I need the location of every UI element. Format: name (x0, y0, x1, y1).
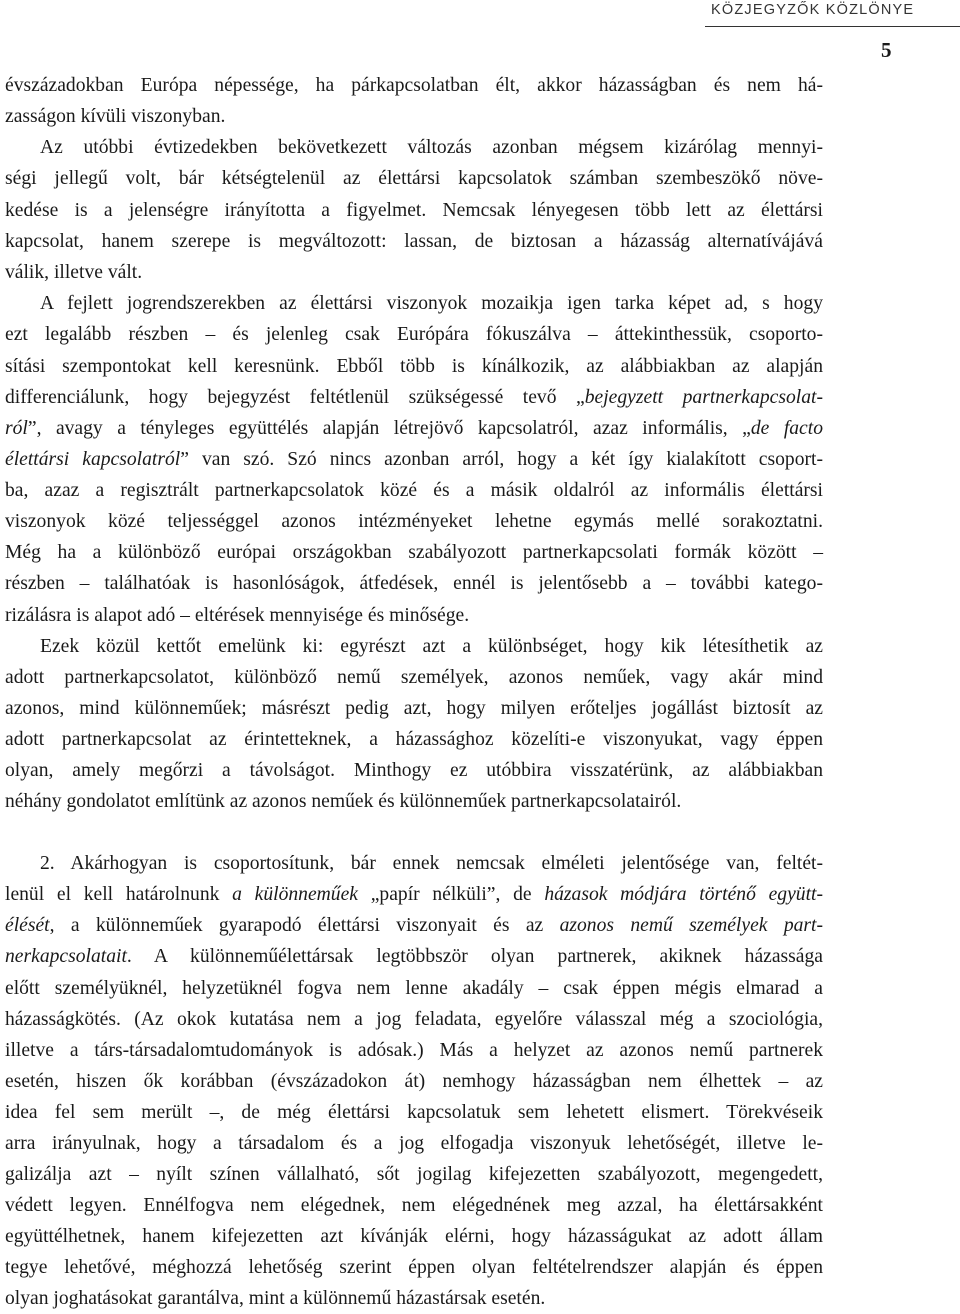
text-line (5, 1252, 823, 1283)
text-line (5, 444, 823, 475)
text-run: differenciálunk, hogy bejegyzést feltétlenül szükségessé tevő „ (5, 387, 585, 408)
text-line (5, 413, 823, 444)
text-run: A fejlett jogrendszerekben az élettársi viszonyok mozaikja igen tarka képet ad, s hogy (40, 293, 823, 314)
text-line (5, 848, 823, 879)
text-run: részben – találhatóak is hasonlóságok, átfedések, ennél is jelentősebb a – további katego- (5, 573, 823, 594)
text-line (5, 1066, 823, 1097)
text-line (5, 351, 823, 382)
text-run: galizálja azt – nyílt színen vállalható, sőt jogilag kifejezetten szabályozott, megengedett, (5, 1164, 823, 1185)
italic-text: de facto (750, 418, 823, 439)
text-line (5, 1097, 823, 1128)
italic-text: élését (5, 915, 50, 936)
text-line (5, 288, 823, 319)
text-run: együttélhetnek, hanem kifejezetten azt kívánják elérni, hogy házasságukat az adott állam (5, 1226, 823, 1247)
text-run: válik, illetve vált. (5, 262, 143, 283)
text-line (5, 973, 823, 1004)
text-line (5, 1190, 823, 1221)
text-run: zasságon kívüli viszonyban. (5, 106, 226, 127)
text-run: olyan, amely megőrzi a távolságot. Minthogy ez utóbbira visszatérünk, az alábbiakban (5, 760, 823, 781)
text-line (5, 568, 823, 599)
text-run: idea fel sem merült –, de még élettársi kapcsolatuk sem lehetett elismert. Törekvéseik (5, 1102, 823, 1123)
text-line (5, 506, 823, 537)
text-line (5, 755, 823, 786)
text-line (5, 910, 823, 941)
text-line (5, 1221, 823, 1252)
text-run: illetve a társ-társadalomtudományok is adósak.) Más a helyzet az azonos nemű partnerek (5, 1040, 823, 1061)
text-line (5, 1128, 823, 1159)
text-line (5, 1283, 823, 1314)
italic-text: bejegyzett partnerkapcsolat- (584, 387, 824, 408)
italic-text: a különneműek (232, 884, 358, 905)
text-line (5, 475, 823, 506)
text-run: kapcsolat, hanem szerepe is megváltozott: lassan, de biztosan a házasság alternatívájává (5, 231, 823, 252)
text-line (5, 724, 823, 755)
text-line (5, 319, 823, 350)
text-line (5, 631, 823, 662)
journal-name: KÖZJEGYZŐK KÖZLÖNYE (711, 2, 915, 18)
text-line (5, 1035, 823, 1066)
text-run: olyan joghatásokat garantálva, mint a különnemű házastársak esetén. (5, 1288, 546, 1309)
text-run: Az utóbbi évtizedekben bekövetkezett változás azonban mégsem kizárólag mennyi- (40, 137, 823, 158)
text-run: Ezek közül kettőt emelünk ki: egyrészt azt a különbséget, hogy kik létesíthetik az (40, 636, 823, 657)
text-line (5, 382, 823, 413)
text-run: ”, avagy a tényleges együttélés alapján létrejövő kapcsolatról, azaz informális, „ (27, 418, 751, 439)
italic-text: házasok módjára történő együtt- (544, 884, 823, 905)
text-run: viszonyok közé teljességgel azonos intézményeket lehetne egymás mellé sorakoztatni. (5, 511, 823, 532)
text-line (5, 257, 823, 288)
text-run: ségi jellegű volt, bár kétségtelenül az élettársi kapcsolatok számban szembeszökő növe- (5, 168, 823, 189)
page-number: 5 (881, 38, 892, 62)
italic-text: nerkapcsolatait (5, 946, 127, 967)
text-line (5, 1004, 823, 1035)
text-line (5, 1159, 823, 1190)
text-line (5, 941, 823, 972)
text-line (5, 70, 823, 101)
text-run: . A különneműélettársak legtöbbször olyan partnerek, akiknek házassága (126, 946, 823, 967)
text-run: kedése is a jelenségre irányította a figyelmet. Nemcsak lényegesen több lett az élettársi (5, 200, 823, 221)
text-run: „papír nélküli”, de (358, 884, 545, 905)
text-run: 2. Akárhogyan is csoportosítunk, bár ennek nemcsak elméleti jelentősége van, feltét- (40, 853, 823, 874)
text-run: házasságkötés. (Az okok kutatása nem a jog feladata, egyelőre válasszal még a szociológia, (5, 1009, 823, 1030)
text-run: ezt legalább részben – és jelenleg csak Európára fókuszálva – áttekinthessük, csoporto- (5, 324, 823, 345)
text-run: ” van szó. Szó nincs azonban arról, hogy a két így kialakított csoport- (180, 449, 824, 470)
text-line (5, 226, 823, 257)
text-line (5, 195, 823, 226)
text-line (5, 879, 823, 910)
text-run: esetén, hiszen ők korábban (évszázadokon át) nemhogy házasságban nem élhettek – az (5, 1071, 823, 1092)
text-run: rizálásra is alapot adó – eltérések mennyisége és minősége. (5, 605, 470, 626)
text-run: néhány gondolatot említünk az azonos neműek és különneműek partnerkapcsolatairól. (5, 791, 682, 812)
text-run: évszázadokban Európa népessége, ha párkapcsolatban élt, akkor házasságban és nem há- (5, 75, 823, 96)
header-rule (705, 26, 960, 27)
text-run: azonos, mind különneműek; másrészt pedig azt, hogy milyen erőteljes jogállást biztosít az (5, 698, 823, 719)
text-run: sítási szempontokat kell keresnünk. Ebből több is kínálkozik, az alábbiakban az alapján (5, 356, 823, 377)
italic-text: élettársi kapcsolatról (5, 449, 181, 470)
text-run: ba, azaz a regisztrált partnerkapcsolatok közé és a másik oldalról az informális élettársi (5, 480, 823, 501)
text-run: adott partnerkapcsolat az érintetteknek, a házassághoz közelíti-e viszonyukat, vagy éppen (5, 729, 823, 750)
text-line (5, 786, 823, 817)
italic-text: azonos nemű személyek part- (559, 915, 824, 936)
text-run: lenül el kell határolnunk (5, 884, 233, 905)
text-run: Még ha a különböző európai országokban szabályozott partnerkapcsolati formák között – (5, 542, 823, 563)
text-line (5, 600, 823, 631)
text-run: arra irányulnak, hogy a társadalom és a jog elfogadja viszonyuk lehetőségét, illetve le- (5, 1133, 823, 1154)
text-run: tegye lehetővé, méghozzá lehetőség szerint éppen olyan feltételrendszer alapján és éppen (5, 1257, 823, 1278)
text-run: védett legyen. Ennélfogva nem elégednek, nem elégednének meg azzal, ha élettársakként (5, 1195, 823, 1216)
text-line (5, 132, 823, 163)
text-line (5, 537, 823, 568)
text-run: adott partnerkapcsolatot, különböző nemű személyek, azonos neműek, vagy akár mind (5, 667, 823, 688)
text-line (5, 662, 823, 693)
text-run: , a különneműek gyarapodó élettársi viszonyait és az (49, 915, 560, 936)
text-line (5, 693, 823, 724)
text-line (5, 101, 823, 132)
italic-text: ról (5, 418, 28, 439)
text-line (5, 163, 823, 194)
text-run: előtt személyüknél, helyzetüknél fogva nem lenne akadály – csak éppen mégis elmarad a (5, 978, 823, 999)
running-header (705, 0, 960, 30)
